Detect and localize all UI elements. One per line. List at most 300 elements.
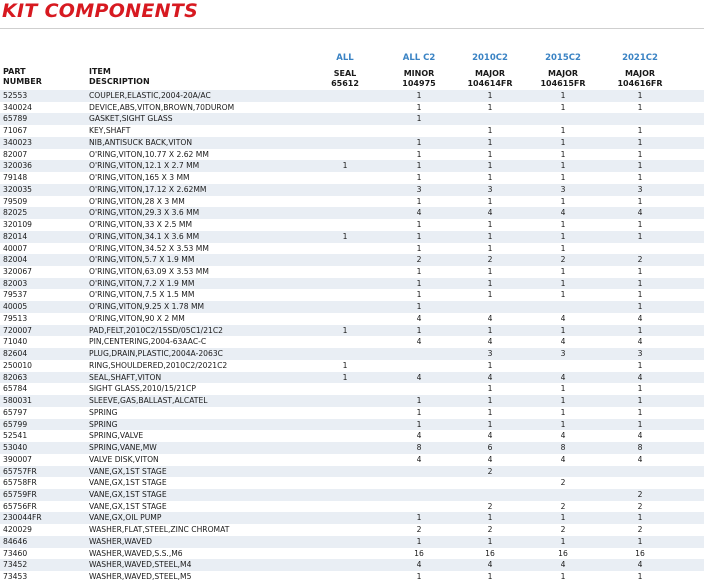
quantity-cell: 1 [637,513,643,523]
quantity-cell: 1 [416,302,422,312]
part-number-cell: 65756FR [3,501,37,511]
part-number-cell: 65789 [3,114,28,124]
quantity-cell: 1 [342,231,348,241]
quantity-cell: 1 [560,196,566,206]
kit-model: 2021C2 [622,53,658,63]
quantity-cell: 1 [560,91,566,100]
part-number-cell: 52541 [3,431,28,441]
table-row [0,90,704,102]
quantity-cell: 1 [416,102,422,112]
quantity-cell: 1 [487,407,493,417]
part-number-cell: 40007 [3,243,28,253]
quantity-cell: 1 [637,384,643,394]
description-cell: VALVE DISK,VITON [89,454,159,464]
quantity-cell: 4 [560,337,566,347]
quantity-cell: 2 [416,525,422,535]
part-number-cell: 340024 [3,102,32,112]
quantity-cell: 1 [637,360,643,370]
description-cell: O'RING,VITON,33 X 2.5 MM [89,220,192,230]
description-cell: SLEEVE,GAS,BALLAST,ALCATEL [89,396,208,406]
part-number-cell: 320067 [3,267,32,277]
quantity-cell: 1 [416,161,422,171]
description-cell: WASHER,WAVED,STEEL,M5 [89,572,192,582]
quantity-cell: 1 [560,220,566,230]
quantity-cell: 2 [560,525,566,535]
quantity-cell: 1 [637,396,643,406]
part-number-cell: 82004 [3,255,28,265]
quantity-cell: 1 [416,220,422,230]
quantity-cell: 4 [637,454,643,464]
quantity-cell: 1 [487,536,493,546]
desc-header-line1: ITEM [89,67,111,76]
quantity-cell: 4 [416,454,422,464]
quantity-cell: 1 [637,137,643,147]
quantity-cell: 1 [416,243,422,253]
quantity-cell: 4 [487,454,493,464]
description-cell: WASHER,WAVED,S.S.,M6 [89,548,183,558]
quantity-cell: 1 [487,419,493,429]
description-cell: SPRING,VALVE [89,431,144,441]
quantity-cell: 1 [342,360,348,370]
description-cell: SPRING [89,407,118,417]
page-title: KIT COMPONENTS [2,0,199,22]
quantity-cell: 1 [560,419,566,429]
quantity-cell: 3 [487,184,493,194]
part-number-cell: 73460 [3,548,28,558]
part-number-cell: 340023 [3,137,32,147]
kit-number: 104975 [402,79,436,88]
kit-model: ALL C2 [402,53,436,63]
quantity-cell: 1 [487,149,493,159]
table-row [0,243,704,255]
part-number-cell: 250010 [3,360,32,370]
description-cell: O'RING,VITON,17.12 X 2.62MM [89,184,207,194]
description-cell: SIGHT GLASS,2010/15/21CP [89,384,196,394]
table-row [0,442,704,454]
quantity-cell: 4 [487,560,493,570]
description-cell: SPRING,VANE,MW [89,443,157,453]
part-number-cell: 40005 [3,302,28,312]
table-row [0,360,704,372]
quantity-cell: 1 [637,302,643,312]
table-row [0,102,704,114]
description-cell: O'RING,VITON,10.77 X 2.62 MM [89,149,209,159]
quantity-cell: 4 [416,431,422,441]
quantity-cell: 4 [637,431,643,441]
part-number-cell: 65757FR [3,466,37,476]
kit-number: 104614FR [467,79,513,88]
description-cell: O'RING,VITON,165 X 3 MM [89,173,190,183]
description-cell: PAD,FELT,2010C2/15SD/05C1/21C2 [89,325,224,335]
part-number-cell: 82604 [3,349,28,359]
description-cell: O'RING,VITON,7.5 X 1.5 MM [89,290,195,300]
table-row [0,548,704,560]
quantity-cell: 1 [560,396,566,406]
description-cell: GASKET,SIGHT GLASS [89,114,173,124]
description-cell: PLUG,DRAIN,PLASTIC,2004A-2063C [89,349,223,359]
description-cell: O'RING,VITON,63.09 X 3.53 MM [89,267,209,277]
quantity-cell: 1 [416,173,422,183]
part-number-cell: 79537 [3,290,28,300]
kit-header-2021c2 [595,53,685,89]
table-row [0,172,704,184]
quantity-cell: 1 [637,419,643,429]
quantity-cell: 1 [637,290,643,300]
kit-number: 104616FR [617,79,663,88]
quantity-cell: 1 [560,325,566,335]
quantity-cell: 1 [487,513,493,523]
quantity-cell: 1 [416,267,422,277]
part-number-cell: 320036 [3,161,32,171]
description-cell: VANE,GX,1ST STAGE [89,489,167,499]
part-number-cell: 79148 [3,173,28,183]
quantity-cell: 1 [416,196,422,206]
quantity-cell: 1 [560,243,566,253]
description-cell: NIB,ANTISUCK BACK,VITON [89,137,193,147]
part-number-cell: 73452 [3,560,28,570]
part-number-cell: 65759FR [3,489,37,499]
quantity-cell: 4 [560,313,566,323]
quantity-cell: 1 [487,278,493,288]
quantity-cell: 1 [487,231,493,241]
part-header-line2: NUMBER [3,77,42,86]
table-row [0,160,704,172]
table-row [0,278,704,290]
description-cell: SEAL,SHAFT,VITON [89,372,162,382]
quantity-cell: 6 [487,443,493,453]
description-cell: COUPLER,ELASTIC,2004-20A/AC [89,91,211,100]
quantity-cell: 2 [637,255,643,265]
table-row [0,313,704,325]
quantity-cell: 4 [416,560,422,570]
quantity-cell: 3 [560,184,566,194]
table-row [0,231,704,243]
table-row [0,512,704,524]
table-row [0,419,704,431]
table-row [0,477,704,489]
part-number-cell: 390007 [3,454,32,464]
quantity-cell: 1 [487,91,493,100]
table-row [0,113,704,125]
quantity-cell: 2 [560,255,566,265]
quantity-cell: 8 [560,443,566,453]
table-row [0,559,704,571]
table-row [0,571,704,583]
quantity-cell: 2 [487,525,493,535]
quantity-cell: 1 [637,220,643,230]
part-number-cell: 320035 [3,184,32,194]
table-row [0,524,704,536]
quantity-cell: 1 [487,290,493,300]
quantity-cell: 4 [637,372,643,382]
part-number-cell: 82025 [3,208,28,218]
part-number-cell: 52553 [3,91,28,100]
quantity-cell: 4 [487,337,493,347]
quantity-cell: 16 [558,548,568,558]
description-cell: O'RING,VITON,7.2 X 1.9 MM [89,278,195,288]
part-number-cell: 420029 [3,525,32,535]
quantity-cell: 1 [560,267,566,277]
part-number-cell: 320109 [3,220,32,230]
quantity-cell: 1 [560,407,566,417]
table-row [0,407,704,419]
quantity-cell: 3 [487,349,493,359]
table-row [0,501,704,513]
quantity-cell: 2 [487,466,493,476]
quantity-cell: 1 [637,325,643,335]
quantity-cell: 1 [487,384,493,394]
kit-kind: SEAL [333,69,357,78]
quantity-cell: 1 [487,243,493,253]
quantity-cell: 1 [560,536,566,546]
item-description-header [89,67,150,87]
quantity-cell: 4 [560,560,566,570]
table-row [0,149,704,161]
quantity-cell: 4 [487,313,493,323]
quantity-cell: 16 [485,548,495,558]
quantity-cell: 3 [416,184,422,194]
quantity-cell: 1 [637,231,643,241]
quantity-cell: 1 [637,267,643,277]
quantity-cell: 1 [416,278,422,288]
quantity-cell: 1 [560,278,566,288]
table-row [0,489,704,501]
quantity-cell: 1 [416,114,422,124]
quantity-cell: 16 [414,548,424,558]
table-row [0,137,704,149]
quantity-cell: 1 [487,161,493,171]
part-number-cell: 82014 [3,231,28,241]
description-cell: VANE,GX,1ST STAGE [89,501,167,511]
quantity-cell: 1 [637,149,643,159]
quantity-cell: 4 [637,313,643,323]
quantity-cell: 1 [416,137,422,147]
quantity-cell: 2 [637,489,643,499]
quantity-cell: 1 [416,407,422,417]
quantity-cell: 2 [487,255,493,265]
part-number-cell: 720007 [3,325,32,335]
kit-model: 2010C2 [472,53,508,63]
quantity-cell: 1 [637,126,643,136]
kit-model: ALL [336,53,354,63]
quantity-cell: 1 [487,360,493,370]
title-divider [0,28,704,29]
quantity-cell: 4 [560,431,566,441]
part-number-cell: 82063 [3,372,28,382]
description-cell: O'RING,VITON,90 X 2 MM [89,313,185,323]
quantity-cell: 1 [637,536,643,546]
quantity-cell: 2 [637,501,643,511]
quantity-cell: 4 [560,208,566,218]
quantity-cell: 4 [637,560,643,570]
table-row [0,395,704,407]
description-cell: O'RING,VITON,9.25 X 1.78 MM [89,302,205,312]
quantity-cell: 4 [487,208,493,218]
table-row [0,336,704,348]
quantity-cell: 4 [560,372,566,382]
description-cell: O'RING,VITON,28 X 3 MM [89,196,185,206]
quantity-cell: 4 [487,372,493,382]
quantity-cell: 1 [487,137,493,147]
quantity-cell: 1 [560,173,566,183]
description-cell: VANE,GX,OIL PUMP [89,513,162,523]
quantity-cell: 1 [560,384,566,394]
quantity-cell: 3 [637,349,643,359]
description-cell: WASHER,WAVED [89,536,152,546]
quantity-cell: 4 [487,431,493,441]
table-row [0,348,704,360]
kit-model: 2015C2 [545,53,581,63]
quantity-cell: 1 [560,126,566,136]
quantity-cell: 1 [560,137,566,147]
table-row [0,289,704,301]
kit-kind: MAJOR [474,69,506,78]
quantity-cell: 2 [560,478,566,488]
quantity-cell: 1 [416,513,422,523]
quantity-cell: 1 [637,407,643,417]
quantity-cell: 1 [637,196,643,206]
quantity-cell: 4 [560,454,566,464]
quantity-cell: 1 [342,325,348,335]
quantity-cell: 4 [416,337,422,347]
quantity-cell: 1 [416,572,422,582]
quantity-cell: 2 [560,501,566,511]
description-cell: DEVICE,ABS,VITON,BROWN,70DUROM [89,102,235,112]
part-number-cell: 65784 [3,384,28,394]
quantity-cell: 1 [637,91,643,100]
kit-kind: MAJOR [624,69,656,78]
quantity-cell: 1 [637,173,643,183]
table-row [0,372,704,384]
quantity-cell: 3 [560,349,566,359]
part-number-cell: 82003 [3,278,28,288]
description-cell: O'RING,VITON,34.52 X 3.53 MM [89,243,209,253]
description-cell: SPRING [89,419,118,429]
part-number-cell: 79509 [3,196,28,206]
part-header-line1: PART [3,67,26,76]
quantity-cell: 3 [637,184,643,194]
quantity-cell: 1 [560,572,566,582]
quantity-cell: 1 [637,278,643,288]
description-cell: VANE,GX,1ST STAGE [89,466,167,476]
quantity-cell: 1 [560,513,566,523]
quantity-cell: 1 [416,536,422,546]
quantity-cell: 1 [416,419,422,429]
quantity-cell: 4 [637,337,643,347]
table-row [0,383,704,395]
table-row [0,266,704,278]
part-number-cell: 65797 [3,407,28,417]
quantity-cell: 1 [487,126,493,136]
part-number-cell: 53040 [3,443,28,453]
quantity-cell: 2 [637,525,643,535]
quantity-cell: 1 [637,161,643,171]
kit-kind: MINOR [403,69,435,78]
quantity-cell: 1 [342,372,348,382]
quantity-cell: 2 [416,255,422,265]
description-cell: O'RING,VITON,34.1 X 3.6 MM [89,231,200,241]
table-row [0,219,704,231]
table-row [0,207,704,219]
table-row [0,184,704,196]
table-row [0,536,704,548]
quantity-cell: 1 [416,290,422,300]
description-cell: RING,SHOULDERED,2010C2/2021C2 [89,360,228,370]
description-cell: PIN,CENTERING,2004-63AAC-C [89,337,207,347]
description-cell: O'RING,VITON,5.7 X 1.9 MM [89,255,195,265]
kit-number: 104615FR [540,79,586,88]
description-cell: VANE,GX,1ST STAGE [89,478,167,488]
quantity-cell: 1 [637,572,643,582]
quantity-cell: 1 [416,149,422,159]
part-number-cell: 79513 [3,313,28,323]
quantity-cell: 1 [416,231,422,241]
quantity-cell: 1 [416,91,422,100]
part-number-cell: 84646 [3,536,28,546]
part-number-cell: 230044FR [3,513,42,523]
part-number-cell: 73453 [3,572,28,582]
desc-header-line2: DESCRIPTION [89,77,150,86]
table-row [0,301,704,313]
quantity-cell: 1 [560,231,566,241]
part-number-cell: 82007 [3,149,28,159]
quantity-cell: 1 [416,325,422,335]
quantity-cell: 1 [487,220,493,230]
quantity-cell: 1 [487,396,493,406]
components-table [0,90,704,583]
quantity-cell: 1 [560,290,566,300]
quantity-cell: 1 [487,173,493,183]
quantity-cell: 1 [487,572,493,582]
part-number-cell: 71067 [3,126,28,136]
table-row [0,430,704,442]
quantity-cell: 1 [560,161,566,171]
quantity-cell: 1 [487,267,493,277]
kit-kind: MAJOR [547,69,579,78]
description-cell: O'RING,VITON,29.3 X 3.6 MM [89,208,200,218]
table-row [0,254,704,266]
quantity-cell: 1 [487,196,493,206]
part-number-cell: 65799 [3,419,28,429]
quantity-cell: 16 [635,548,645,558]
quantity-cell: 1 [560,102,566,112]
quantity-cell: 8 [416,443,422,453]
quantity-cell: 4 [416,208,422,218]
quantity-cell: 8 [637,443,643,453]
kit-number: 65612 [331,79,359,88]
quantity-cell: 4 [416,313,422,323]
quantity-cell: 1 [560,149,566,159]
description-cell: WASHER,FLAT,STEEL,ZINC CHROMAT [89,525,230,535]
table-row [0,325,704,337]
table-row [0,125,704,137]
table-row [0,196,704,208]
description-cell: KEY,SHAFT [89,126,131,136]
table-row [0,466,704,478]
part-number-cell: 71040 [3,337,28,347]
part-number-cell: 65758FR [3,478,37,488]
quantity-cell: 1 [487,325,493,335]
quantity-cell: 4 [637,208,643,218]
table-row [0,454,704,466]
quantity-cell: 2 [487,501,493,511]
quantity-cell: 1 [342,161,348,171]
part-number-header [3,67,42,87]
description-cell: WASHER,WAVED,STEEL,M4 [89,560,192,570]
description-cell: O'RING,VITON,12.1 X 2.7 MM [89,161,200,171]
quantity-cell: 4 [416,372,422,382]
part-number-cell: 580031 [3,396,32,406]
